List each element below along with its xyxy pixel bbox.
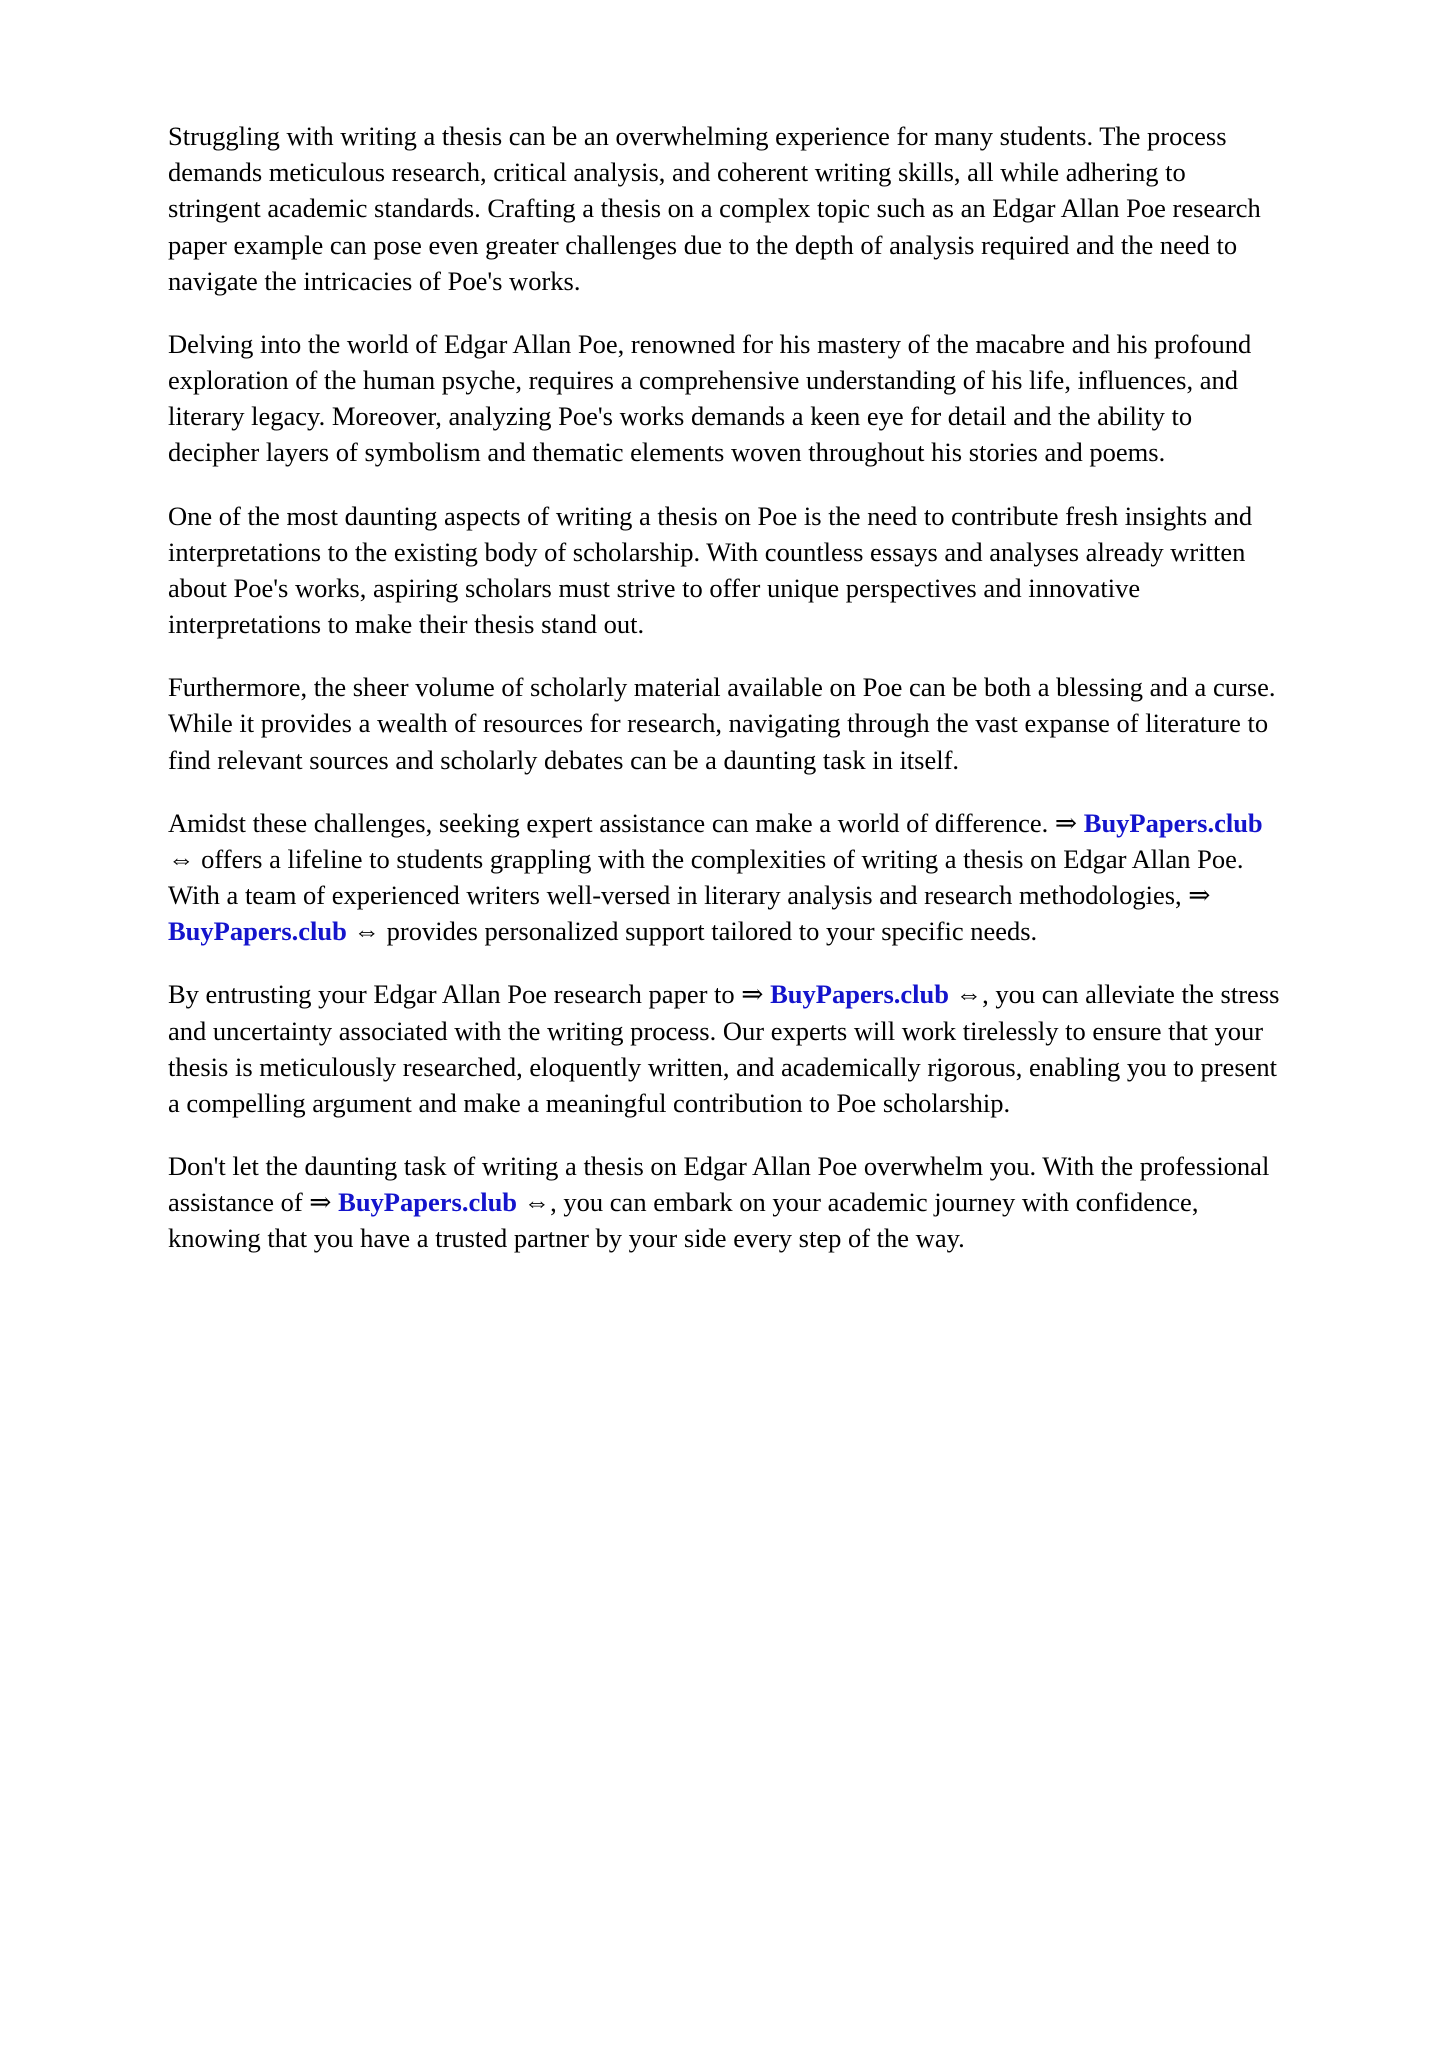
arrow-both-icon: ⇔	[949, 979, 983, 1010]
paragraph-text: provides personalized support tailored to your specific needs.	[380, 916, 1038, 947]
paragraph	[168, 669, 1283, 778]
paragraph	[168, 976, 1283, 1121]
paragraph-text: Don't let the daunting task of writing a thesis on Edgar Allan Poe overwhelm you. With the professional assistance of	[168, 1151, 1270, 1218]
arrow-both-icon: ⇔	[346, 916, 381, 947]
arrow-right-icon: ⇒	[1188, 880, 1211, 911]
paragraph-text: Amidst these challenges, seeking expert assistance can make a world of difference.	[168, 807, 1055, 838]
paragraph-text: , you can alleviate the stress and uncertainty associated with the writing process. Our experts will work tirelessly to ensure that your thesis is meticulously researched, eloquently written, and academically rigorous, enabling you to present a compelling argument and make a meaningful contribution to Poe scholarship.	[168, 979, 1280, 1118]
paragraph-text: , you can embark on your academic journey with confidence, knowing that you have a trusted partner by your side every step of the way.	[168, 1187, 1199, 1254]
arrow-both-icon: ⇔	[168, 843, 195, 874]
paragraph	[168, 498, 1283, 643]
arrow-both-icon: ⇔	[517, 1187, 551, 1218]
paragraph	[168, 805, 1283, 950]
buypapers-link[interactable]: BuyPapers.club	[1083, 807, 1263, 838]
paragraph	[168, 118, 1283, 299]
paragraph-text: Struggling with writing a thesis can be an overwhelming experience for many students. The process demands meticulous research, critical analysis, and coherent writing skills, all while adhering to stringent academic standards. Crafting a thesis on a complex topic such as an Edgar Allan Poe research paper example can pose even greater challenges due to the depth of analysis required and the need to navigate the intricacies of Poe's works.	[168, 121, 1261, 296]
paragraph	[168, 326, 1283, 471]
paragraph-text: By entrusting your Edgar Allan Poe research paper to	[168, 979, 742, 1010]
buypapers-link[interactable]: BuyPapers.club	[770, 979, 950, 1010]
paragraph	[168, 1148, 1283, 1257]
paragraph-text: Furthermore, the sheer volume of scholarly material available on Poe can be both a blessing and a curse. While it provides a wealth of resources for research, navigating through the vast expanse of literature to find relevant sources and scholarly debates can be a daunting task in itself.	[168, 672, 1276, 775]
paragraph-text: Delving into the world of Edgar Allan Poe, renowned for his mastery of the macabre and his profound exploration of the human psyche, requires a comprehensive understanding of his life, influences, and literary legacy. Moreover, analyzing Poe's works demands a keen eye for detail and the ability to decipher layers of symbolism and thematic elements woven throughout his stories and poems.	[168, 328, 1252, 468]
buypapers-link[interactable]: BuyPapers.club	[168, 916, 347, 947]
arrow-right-icon: ⇒	[741, 979, 771, 1010]
document-body	[168, 118, 1283, 1257]
arrow-right-icon: ⇒	[1054, 807, 1084, 838]
paragraph-text: offers a lifeline to students grappling with the complexities of writing a thesis on Edgar Allan Poe. With a team of experienced writers well-versed in literary analysis and research methodologies,	[168, 843, 1244, 911]
paragraph-text: One of the most daunting aspects of writing a thesis on Poe is the need to contribute fresh insights and interpretations to the existing body of scholarship. With countless essays and analyses already written about Poe's works, aspiring scholars must strive to offer unique perspectives and innovative interpretations to make their thesis stand out.	[168, 500, 1253, 640]
arrow-right-icon: ⇒	[309, 1187, 339, 1218]
buypapers-link[interactable]: BuyPapers.club	[338, 1187, 518, 1218]
